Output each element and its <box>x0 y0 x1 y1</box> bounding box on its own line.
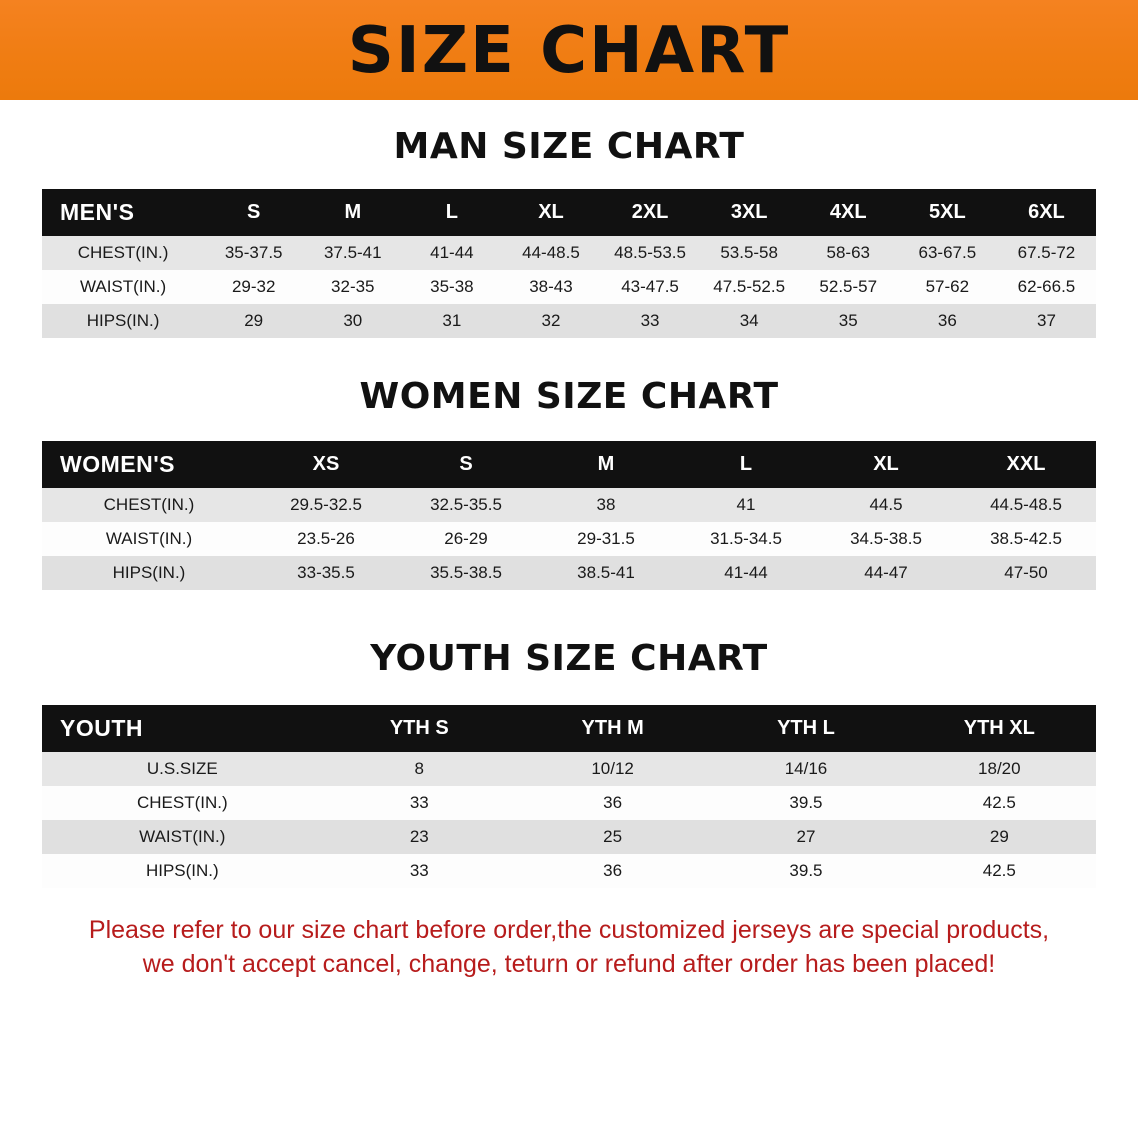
table-row <box>42 786 1096 820</box>
table-cell: 29-31.5 <box>577 529 635 548</box>
table-cell: 38-43 <box>529 277 573 296</box>
header-cell: YTH M <box>581 717 644 739</box>
youth-size-table <box>42 705 1096 888</box>
disclaimer-line-1: Please refer to our size chart before order,the customized jerseys are special products, <box>88 916 1050 944</box>
table-cell: 29 <box>989 827 1009 846</box>
table-cell: 32.5-35.5 <box>430 495 502 514</box>
women-table-wrapper <box>0 441 1138 590</box>
table-cell: 35-37.5 <box>224 243 283 262</box>
table-cell: 43-47.5 <box>621 277 679 296</box>
table-cell: 23 <box>409 827 429 846</box>
header-cell: 6XL <box>1028 201 1065 223</box>
table-cell: 67.5-72 <box>1017 243 1076 262</box>
table-cell: 27 <box>796 827 816 846</box>
row-label: WAIST(IN.) <box>105 529 193 548</box>
table-row <box>42 522 1096 556</box>
table-cell: 29 <box>244 311 264 330</box>
table-cell: 62-66.5 <box>1017 277 1076 296</box>
table-cell: 29.5-32.5 <box>290 495 362 514</box>
table-row <box>42 270 1096 304</box>
table-row <box>42 236 1096 270</box>
table-cell: 30 <box>343 311 363 330</box>
table-cell: 47-50 <box>1004 563 1048 582</box>
table-header-row <box>42 705 1096 752</box>
table-cell: 38.5-42.5 <box>990 529 1062 548</box>
table-cell: 57-62 <box>925 277 970 296</box>
header-cell: XL <box>873 453 899 475</box>
table-cell: 38.5-41 <box>577 563 635 582</box>
header-cell: XS <box>312 453 340 475</box>
table-cell: 33-35.5 <box>297 563 355 582</box>
table-cell: 41 <box>736 495 756 514</box>
header-cell-youth: YOUTH <box>60 715 143 741</box>
disclaimer-line-2: we don't accept cancel, change, teturn or refund after order has been placed! <box>142 949 996 978</box>
header-cell: 4XL <box>829 201 867 223</box>
youth-section-title: YOUTH SIZE CHART <box>370 638 768 679</box>
table-header-row <box>42 189 1096 236</box>
header-cell: L <box>445 201 458 223</box>
row-label: CHEST(IN.) <box>77 243 169 262</box>
row-label: WAIST(IN.) <box>139 827 226 846</box>
table-cell: 34 <box>739 311 759 330</box>
table-row <box>42 820 1096 854</box>
table-cell: 34.5-38.5 <box>850 529 922 548</box>
table-row <box>42 556 1096 590</box>
table-cell: 31 <box>442 311 462 330</box>
table-row <box>42 304 1096 338</box>
table-cell: 36 <box>937 311 957 330</box>
row-label: WAIST(IN.) <box>79 277 167 296</box>
table-cell: 38 <box>596 495 616 514</box>
header-cell: YTH S <box>389 717 449 739</box>
women-section-title: WOMEN SIZE CHART <box>359 376 779 417</box>
header-cell-men: MEN'S <box>60 199 135 225</box>
table-cell: 39.5 <box>789 861 823 880</box>
table-cell: 47.5-52.5 <box>713 277 786 296</box>
women-size-table <box>42 441 1096 590</box>
header-cell-women: WOMEN'S <box>60 451 176 477</box>
table-cell: 32-35 <box>331 277 375 296</box>
table-cell: 42.5 <box>982 861 1016 880</box>
table-cell: 18/20 <box>978 759 1021 778</box>
table-cell: 41-44 <box>724 563 768 582</box>
header-cell: 2XL <box>631 201 669 223</box>
table-cell: 44.5 <box>869 495 903 514</box>
header-cell: 5XL <box>929 201 966 223</box>
table-cell: 37 <box>1036 311 1056 330</box>
header-cell: M <box>344 201 362 223</box>
table-cell: 44-47 <box>864 563 908 582</box>
table-cell: 36 <box>603 861 623 880</box>
table-cell: 39.5 <box>789 793 823 812</box>
header-cell: XL <box>538 201 564 223</box>
youth-table-wrapper <box>0 705 1138 888</box>
table-cell: 32 <box>541 311 561 330</box>
table-header-row <box>42 441 1096 488</box>
disclaimer-note <box>40 914 1098 982</box>
table-cell: 35.5-38.5 <box>430 563 502 582</box>
table-cell: 52.5-57 <box>819 277 878 296</box>
table-row <box>42 752 1096 786</box>
table-cell: 10/12 <box>591 759 634 778</box>
table-cell: 29-32 <box>231 277 276 296</box>
table-cell: 48.5-53.5 <box>614 243 686 262</box>
row-label: HIPS(IN.) <box>145 861 219 880</box>
row-label: HIPS(IN.) <box>86 311 160 330</box>
table-row <box>42 488 1096 522</box>
table-cell: 44.5-48.5 <box>990 495 1062 514</box>
table-cell: 36 <box>603 793 623 812</box>
header-cell: 3XL <box>730 201 768 223</box>
header-cell: YTH L <box>777 717 835 739</box>
man-section-title: MAN SIZE CHART <box>393 126 745 167</box>
header-cell: M <box>597 453 615 475</box>
table-cell: 44-48.5 <box>522 243 580 262</box>
row-label: CHEST(IN.) <box>103 495 195 514</box>
table-cell: 25 <box>603 827 623 846</box>
table-cell: 33 <box>640 311 660 330</box>
row-label: CHEST(IN.) <box>136 793 228 812</box>
table-cell: 26-29 <box>444 529 488 548</box>
header-cell: L <box>739 453 753 475</box>
table-cell: 33 <box>409 861 429 880</box>
table-cell: 35-38 <box>430 277 474 296</box>
row-label: HIPS(IN.) <box>112 563 186 582</box>
header-cell: YTH XL <box>963 717 1035 739</box>
table-cell: 8 <box>414 759 425 778</box>
table-cell: 23.5-26 <box>297 529 355 548</box>
table-cell: 42.5 <box>982 793 1016 812</box>
table-cell: 53.5-58 <box>720 243 778 262</box>
table-cell: 63-67.5 <box>918 243 977 262</box>
header-cell: S <box>459 453 473 475</box>
man-size-table <box>42 189 1096 338</box>
page-banner <box>0 0 1138 100</box>
table-cell: 58-63 <box>826 243 870 262</box>
table-cell: 31.5-34.5 <box>710 529 782 548</box>
table-row <box>42 854 1096 888</box>
table-cell: 33 <box>409 793 429 812</box>
table-cell: 41-44 <box>430 243 474 262</box>
table-cell: 37.5-41 <box>323 243 382 262</box>
row-label: U.S.SIZE <box>146 759 218 778</box>
header-cell: S <box>247 201 261 223</box>
header-cell: XXL <box>1006 453 1046 475</box>
man-table-wrapper <box>0 189 1138 338</box>
table-cell: 35 <box>838 311 858 330</box>
table-cell: 14/16 <box>784 759 828 778</box>
page-title: SIZE CHART <box>347 14 791 88</box>
